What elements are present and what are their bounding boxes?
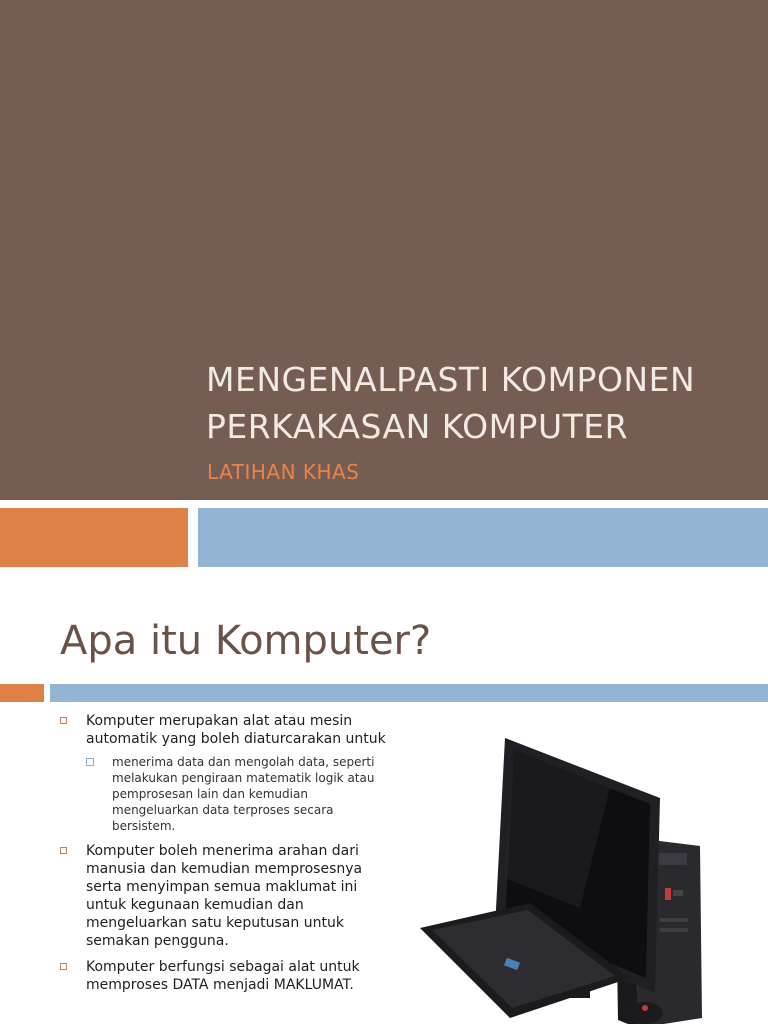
title-panel: [0, 0, 768, 500]
accent-bar-orange: [0, 684, 44, 702]
mouse-icon: [627, 1002, 663, 1024]
main-title-line-1: MENGENALPASTI KOMPONEN: [206, 360, 696, 399]
bullet-item: [58, 842, 388, 950]
bullet-item: [58, 958, 388, 994]
square-bullet-icon: [60, 717, 67, 724]
main-title-line-2: PERKAKASAN KOMPUTER: [206, 407, 629, 446]
bullet-text: Komputer merupakan alat atau mesin automatik yang boleh diaturcarakan untuk: [86, 713, 386, 747]
main-title: [206, 356, 766, 450]
content-slide: [0, 568, 768, 1024]
slide-title: Apa itu Komputer?: [60, 618, 432, 664]
sub-bullet-item: [86, 754, 388, 834]
accent-bar-blue: [198, 508, 768, 567]
bullet-text: Komputer boleh menerima arahan dari manusia dan kemudian memprosesnya serta menyimpan semua maklumat ini untuk kegunaan kemudian dan mengeluarkan satu keputusan untuk semakan pengguna.: [86, 843, 363, 949]
bullet-text: Komputer berfungsi sebagai alat untuk memproses DATA menjadi MAKLUMAT.: [86, 959, 360, 993]
sub-bullet-text: menerima data dan mengolah data, seperti melakukan pengiraan matematik logik atau pemprosesan lain dan kemudian mengeluarkan data terproses secara bersistem.: [112, 755, 375, 833]
bullet-list: [58, 712, 388, 1002]
square-bullet-icon: [60, 963, 67, 970]
bullet-item: [58, 712, 388, 834]
accent-bar-orange: [0, 508, 188, 567]
desktop-computer-image: [410, 728, 740, 1024]
square-bullet-icon: [60, 847, 67, 854]
square-bullet-icon: [86, 758, 94, 766]
accent-bar-blue: [50, 684, 768, 702]
subtitle: LATIHAN KHAS: [207, 460, 360, 484]
